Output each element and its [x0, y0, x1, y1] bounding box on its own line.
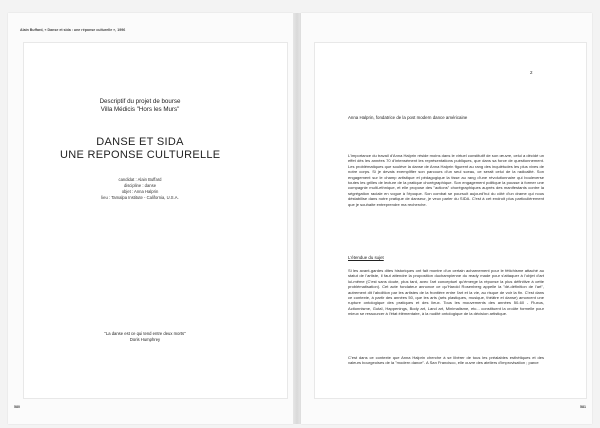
folio-right: 581 — [580, 405, 586, 409]
book-gutter — [293, 13, 301, 424]
credit-location: lieu : Tamalpa Institute - California, U.S.A. — [101, 195, 179, 200]
section-title: L'étendue du sujet — [348, 255, 384, 260]
epigraph-author: Doris Humphrey — [129, 337, 161, 342]
document-title-line1: DANSE ET SIDA — [96, 136, 184, 148]
sheet-subheading: Anna Halprin, fondatrice de la post modern dance américaine — [348, 115, 468, 120]
credit-subject: objet : Anna Halprin — [121, 189, 159, 194]
right-typed-sheet — [314, 42, 587, 399]
project-venue-line: Villa Médicis "Hors les Murs" — [100, 106, 180, 113]
body-paragraph: C'est dans ce contexte que Anna Halprin cherche à se libérer de tous les préalables esthétiques et des valeurs bourgeoises de la "modern dance". A San Francisco, elle ouvre des ateliers d'improvisation ; parce — [348, 355, 544, 366]
epigraph-quote: "La danse est ce qui tend entre deux morts" — [104, 331, 186, 336]
credit-candidate: candidat : Alain Buffard — [118, 177, 162, 182]
document-title-line2: UNE REPONSE CULTURELLE — [60, 149, 221, 161]
folio-left: 580 — [14, 405, 20, 409]
body-paragraph: Si les avant-gardes dites historiques ont fait montre d'un certain acharnement pour le fétichisme attaché au statut de l'artiste, il faut attendre la proposition duchampienne du ready made pour s'attaquer à l'objet d'art lui-même (C'est sans doute, plus tard, avec l'art conceptuel qu'émerge la réponse la plus définitive à cette problématisation). Cet acte fondateur annonce ce qu'Harold Rosenberg appelle la "dé-définition de l'art", autrement dit l'abolition par les artistes de la frontière entre l'art et la vie, au risque de voir la fin. C'est dans ce contexte, à partir des années 50, que les arts (arts plastiques, musique, théâtre et danse) amorcent une rupture ontologique des pratiques et des lieux. Tous les mouvements des années 50-60 - Fluxus, Actionnisme, Gutaï, Happenings, Body art, Land art, Minimalisme, etc... constituent la croûte formelle pour mieux se ressourcer à l'état élémentaire, à la nudité ontologique de la décision artistique. — [348, 268, 544, 317]
project-description-line: Descriptif du projet de bourse — [99, 98, 181, 105]
credit-discipline: discipline : danse — [123, 183, 157, 188]
left-typed-sheet — [23, 42, 288, 399]
running-head: Alain Buffard, « Danse et sida : une réponse culturelle », 1996 — [20, 28, 126, 32]
body-paragraph: L'importance du travail d'Anna Halprin réside moins dans le virtuel constitutif de son œuvre, celui a décidé un effet dès les années 70 d'intensément les représentations publiques, que dans sa force de questionnement. Les problématiques que soulève la danse de Anna Halprin figurent au rang des inquiétudes les plus vives de notre corps. Si je devais exemplifier son parcours d'un seul sceau, ce serait celui de la radicalité. Son engagement sur le champ artistique et pédagogique la tisse au rang d'une révolutionnaire qui bouleverse toutes les grilles de lecture de la pratique chorégraphique. Son engagement politique la pousse à former une compagnie multi-ethnique, et elle propose des "actions" chorégraphiques auprès des manifestants contre la ségrégation raciale en vogue à l'époque. Son combat se poursuit aujourd'hui du côté d'un drame qui nous déstabilise dans notre pratique de danseur, je veux parler du SIDA. C'est à cet endroit plus particulièrement que je souhaite entreprendre ma recherche. — [348, 153, 544, 207]
sheet-page-number: 2 — [530, 70, 533, 75]
